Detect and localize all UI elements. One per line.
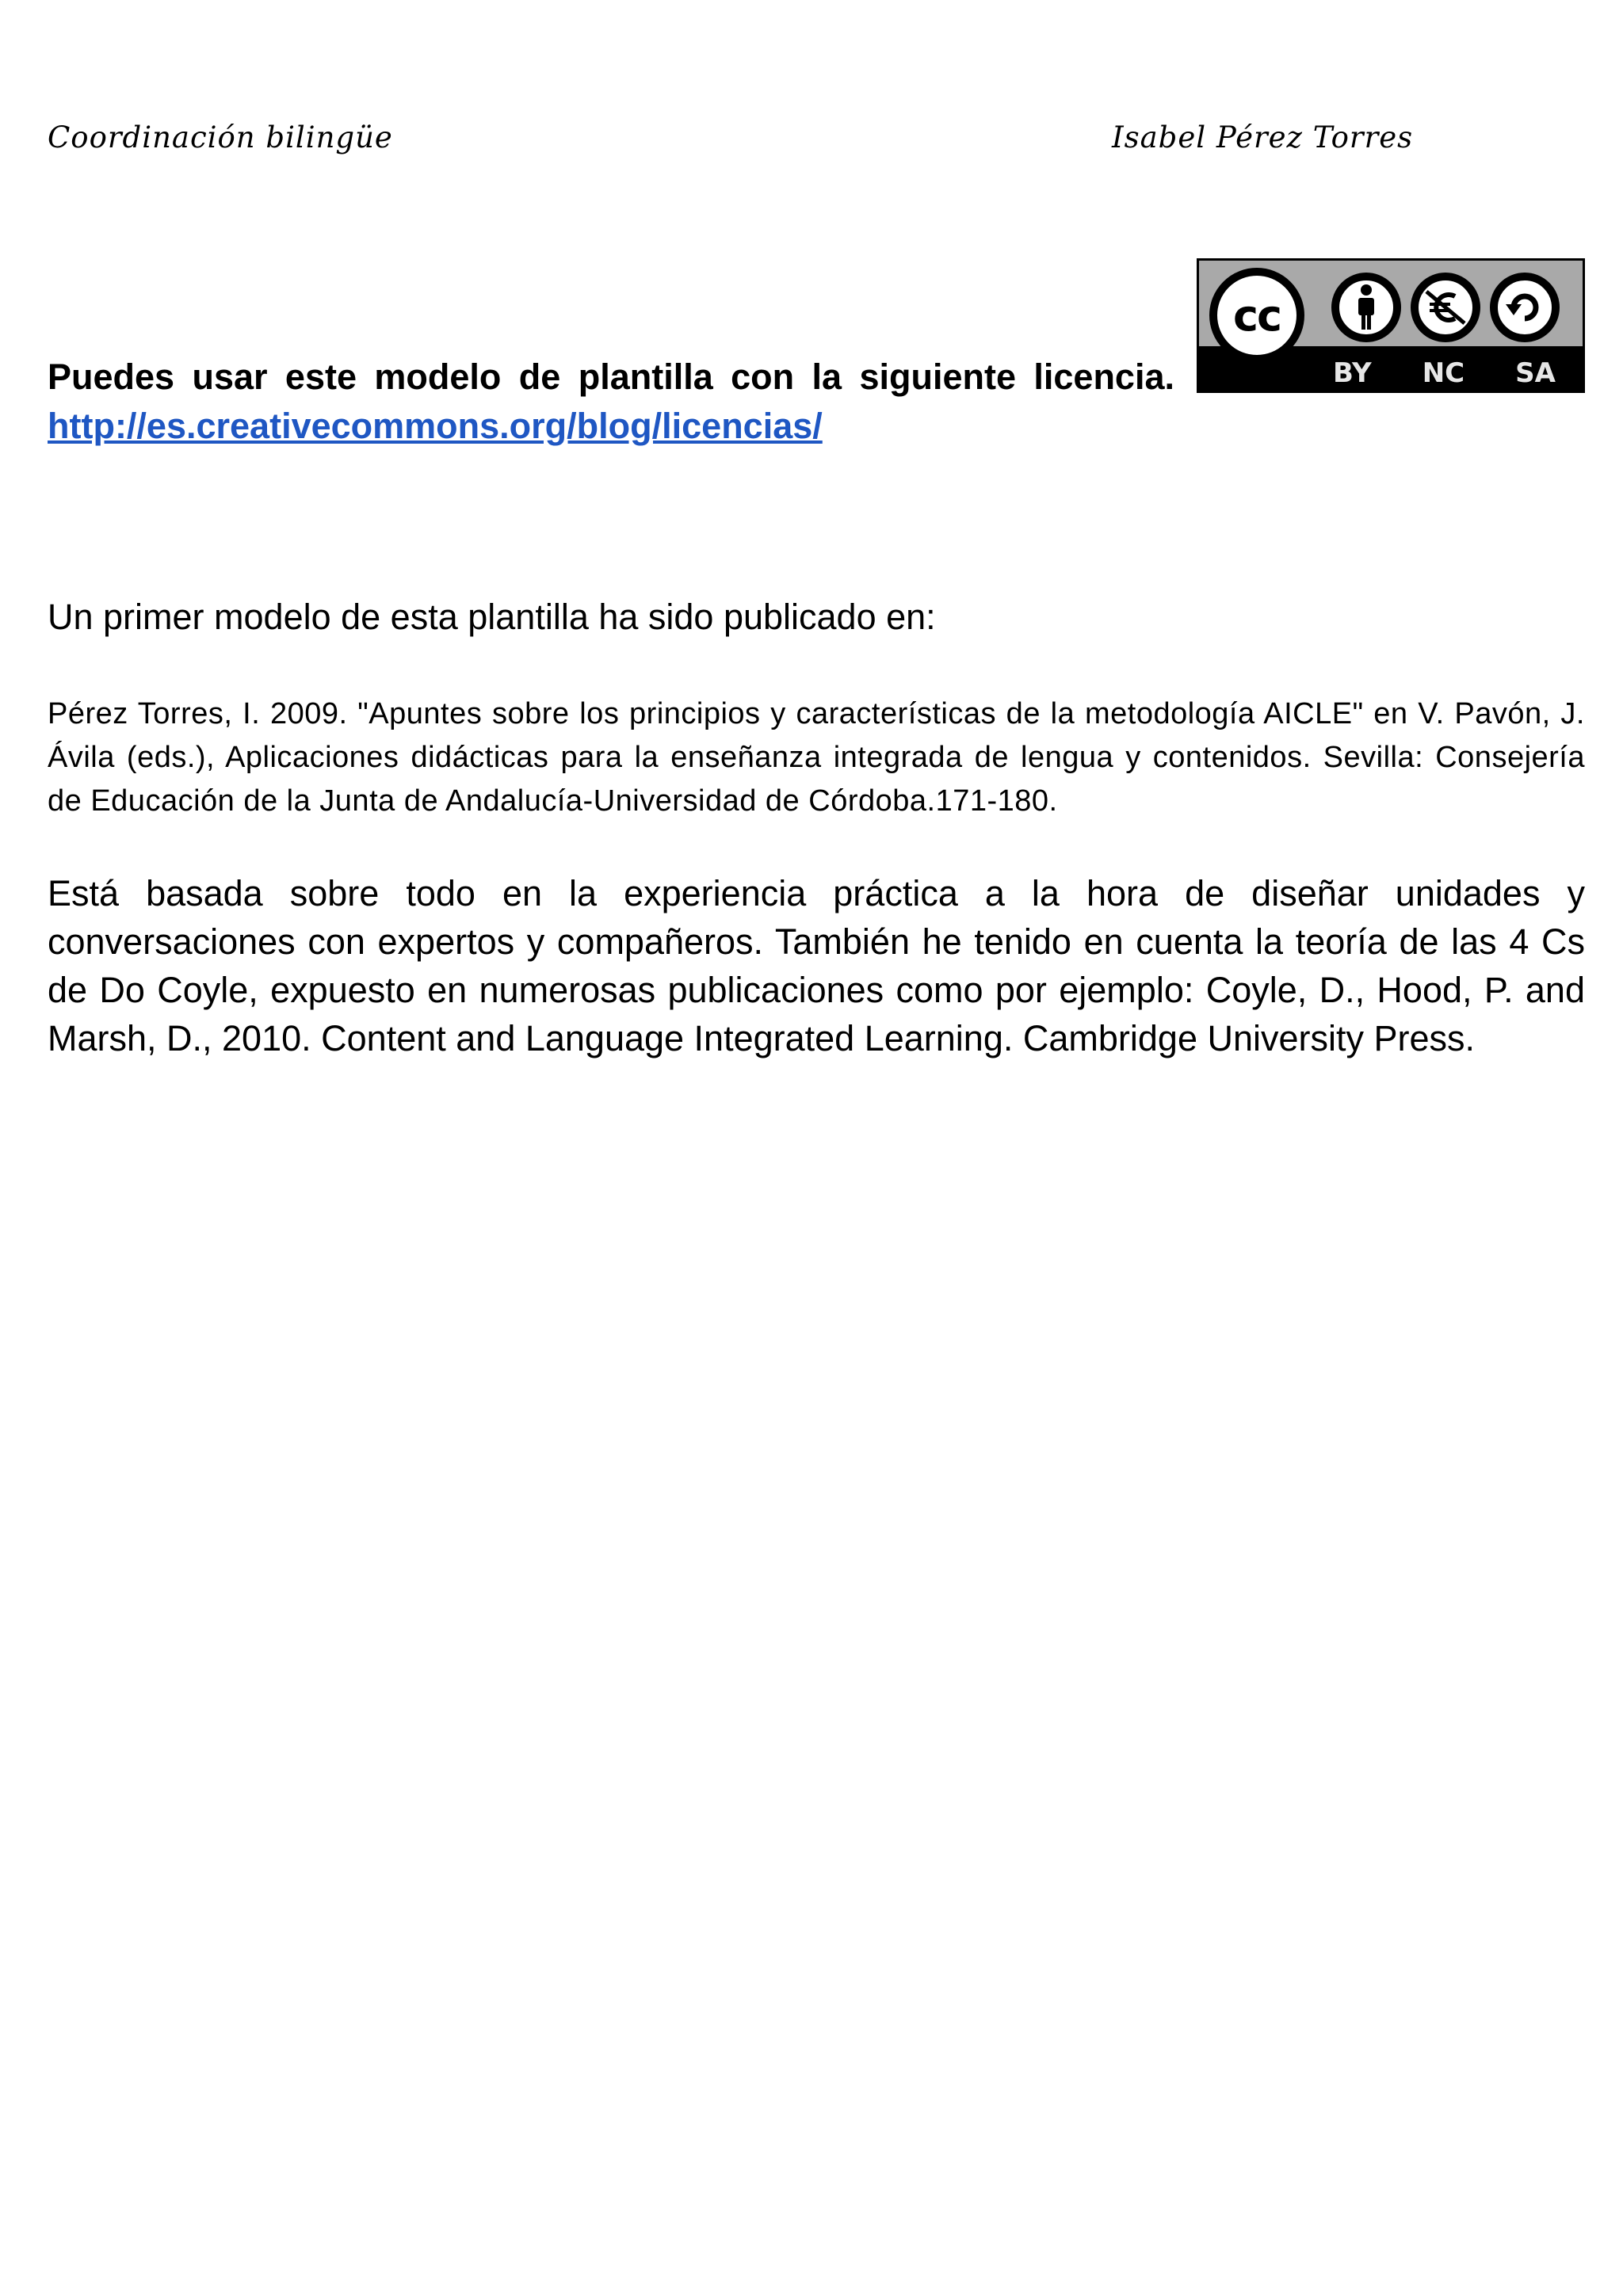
- cc-label-sa: SA: [1515, 357, 1556, 389]
- cc-icon: cc: [1209, 268, 1304, 363]
- license-block: [48, 353, 1585, 451]
- attribution-icon: [1331, 273, 1401, 342]
- license-statement: Puedes usar este modelo de plantilla con la siguiente licencia.: [48, 357, 1174, 397]
- sharealike-icon: [1490, 273, 1560, 342]
- cc-label-nc: NC: [1422, 357, 1465, 389]
- noncommercial-euro-icon: [1411, 273, 1480, 342]
- euro-strike-icon: [1423, 285, 1468, 330]
- basis-paragraph: Está basada sobre todo en la experiencia práctica a la hora de diseñar unidades y conversaciones con expertos y compañeros. También he tenido en cuenta la teoría de las 4 Cs de Do Coyle, expuesto en numerosas publicaciones como por ejemplo: Coyle, D., Hood, P. and Marsh, D., 2010. Content and Language Integrated Learning. Cambridge University Press.: [48, 873, 1585, 1058]
- cc-label-by: BY: [1333, 357, 1372, 389]
- reference-paragraph: Pérez Torres, I. 2009. "Apuntes sobre los principios y características de la metodología AICLE" en V. Pavón, J. Ávila (eds.), Aplicaciones didácticas para la enseñanza integrada de lengua y contenidos. Sevilla: Consejería de Educación de la Junta de Andalucía-Universidad de Córdoba.171-180.: [48, 697, 1585, 818]
- header-left-text: Coordinación bilingüe: [48, 120, 393, 154]
- sharealike-arrow-icon: [1503, 285, 1547, 330]
- header-right-author: Isabel Pérez Torres: [1112, 120, 1414, 154]
- intro-paragraph: Un primer modelo de esta plantilla ha sido publicado en:: [48, 597, 936, 637]
- license-link[interactable]: http://es.creativecommons.org/blog/licencias/: [48, 406, 823, 446]
- person-icon: [1346, 284, 1386, 331]
